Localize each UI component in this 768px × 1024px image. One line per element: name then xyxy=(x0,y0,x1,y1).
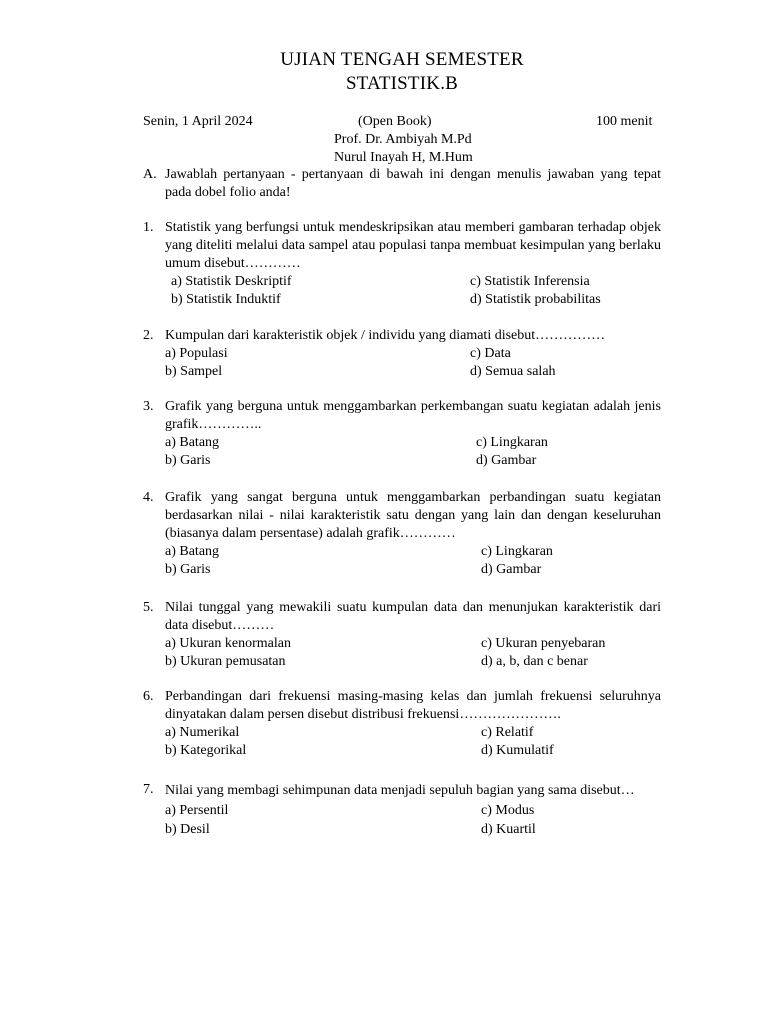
option-a: a) Batang xyxy=(165,435,220,450)
option-a: a) Numerikal xyxy=(165,725,240,740)
option-b: b) Sampel xyxy=(165,364,223,379)
lecturer-1: Prof. Dr. Ambiyah M.Pd xyxy=(334,132,472,147)
question-stem: Statistik yang berfungsi untuk mendeskripsikan atau memberi gambaran terhadap objek yang diteliti melalui data sampel atau populasi tanpa membuat kesimpulan yang berlaku umum disebut………… xyxy=(165,220,661,271)
option-b: b) Garis xyxy=(165,562,211,577)
question-number: 1. xyxy=(143,220,154,235)
question-3 xyxy=(143,398,661,470)
option-d: d) Kumulatif xyxy=(481,743,554,758)
option-d: d) Gambar xyxy=(476,453,537,468)
option-b: b) Statistik Induktif xyxy=(171,292,281,307)
option-d: d) a, b, dan c benar xyxy=(481,654,588,669)
question-stem: Grafik yang berguna untuk menggambarkan perkembangan suatu kegiatan adalah jenis grafik………….. xyxy=(165,399,661,432)
option-b: b) Kategorikal xyxy=(165,743,247,758)
question-options xyxy=(165,635,661,671)
question-2 xyxy=(143,327,661,381)
question-number: 3. xyxy=(143,399,154,414)
exam-title: UJIAN TENGAH SEMESTER xyxy=(280,49,524,70)
option-c: c) Modus xyxy=(481,803,535,818)
question-6 xyxy=(143,688,661,760)
option-c: c) Relatif xyxy=(481,725,534,740)
option-a: a) Populasi xyxy=(165,346,228,361)
option-a: a) Batang xyxy=(165,544,220,559)
option-c: c) Lingkaran xyxy=(481,544,553,559)
option-a: a) Persentil xyxy=(165,803,229,818)
question-number: 6. xyxy=(143,689,154,704)
option-b: b) Desil xyxy=(165,822,210,837)
option-b: b) Garis xyxy=(165,453,211,468)
question-options xyxy=(165,273,661,309)
lecturer-2: Nurul Inayah H, M.Hum xyxy=(334,150,473,165)
option-d: d) Semua salah xyxy=(470,364,556,379)
option-d: d) Statistik probabilitas xyxy=(470,292,601,307)
exam-mode: (Open Book) xyxy=(358,114,432,129)
instruction xyxy=(143,166,661,202)
exam-subtitle: STATISTIK.B xyxy=(345,73,459,94)
option-c: c) Ukuran penyebaran xyxy=(481,636,606,651)
question-options xyxy=(165,434,661,470)
option-c: c) Statistik Inferensia xyxy=(470,274,590,289)
question-stem: Nilai yang membagi sehimpunan data menjadi sepuluh bagian yang sama disebut… xyxy=(165,783,635,798)
question-options xyxy=(165,345,661,381)
instruction-letter: A. xyxy=(143,167,157,182)
option-b: b) Ukuran pemusatan xyxy=(165,654,286,669)
question-number: 4. xyxy=(143,490,154,505)
exam-duration: 100 menit xyxy=(596,114,653,129)
question-4 xyxy=(143,489,661,579)
question-stem: Kumpulan dari karakteristik objek / individu yang diamati disebut…………… xyxy=(165,328,606,343)
question-options xyxy=(165,543,661,579)
instruction-text: Jawablah pertanyaan - pertanyaan di bawah ini dengan menulis jawaban yang tepat pada dobel folio anda! xyxy=(165,167,661,200)
option-d: d) Gambar xyxy=(481,562,542,577)
question-1 xyxy=(143,219,661,309)
question-7 xyxy=(143,781,661,840)
question-stem: Grafik yang sangat berguna untuk menggambarkan perbandingan suatu kegiatan berdasarkan nilai - nilai karakteristik satu dengan yang lain dan dengan keseluruhan (biasanya dalam persentase) adalah grafik………… xyxy=(165,490,661,541)
option-d: d) Kuartil xyxy=(481,822,536,837)
option-c: c) Data xyxy=(470,346,511,361)
option-a: a) Statistik Deskriptif xyxy=(171,274,292,289)
question-options xyxy=(165,724,661,760)
question-stem: Nilai tunggal yang mewakili suatu kumpulan data dan menunjukan karakteristik dari data disebut……… xyxy=(165,600,661,633)
question-options xyxy=(165,802,661,840)
option-a: a) Ukuran kenormalan xyxy=(165,636,291,651)
question-number: 2. xyxy=(143,328,154,343)
exam-date: Senin, 1 April 2024 xyxy=(143,114,253,129)
question-stem: Perbandingan dari frekuensi masing-masing kelas dan jumlah frekuensi seluruhnya dinyatakan dalam persen disebut distribusi frekuensi…………………. xyxy=(165,689,661,722)
question-number: 7. xyxy=(143,782,154,797)
option-c: c) Lingkaran xyxy=(476,435,548,450)
question-5 xyxy=(143,599,661,671)
question-number: 5. xyxy=(143,600,154,615)
